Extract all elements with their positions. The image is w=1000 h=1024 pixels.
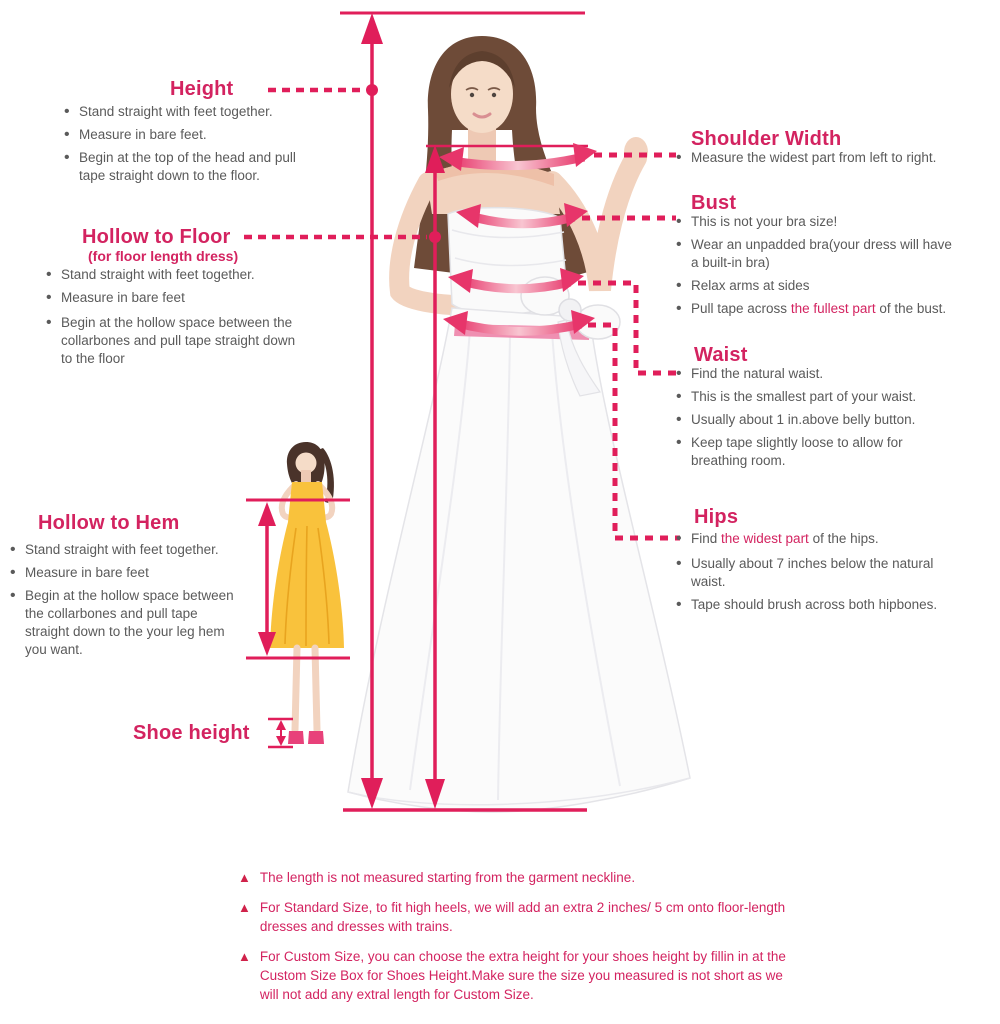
bullet-dot-icon [676, 300, 684, 318]
bullet-dot-icon [676, 530, 684, 548]
bullet-text: Measure the widest part from left to right. [691, 150, 937, 165]
warning-triangle-icon [238, 868, 251, 887]
shoe-height-title: Shoe height [133, 722, 250, 744]
bullet-dot-icon [676, 388, 684, 406]
bullet-dot-icon [64, 149, 72, 167]
warning-triangle-icon [238, 947, 251, 966]
bullet-dot-icon [676, 596, 684, 614]
hollow-to-floor-title: Hollow to Floor [82, 226, 231, 248]
footnotes [238, 868, 858, 1015]
list-item [676, 213, 996, 231]
bullet-text: This is not your bra size! [691, 214, 838, 229]
bullet-text: Find the natural waist. [691, 366, 824, 381]
list-item [46, 289, 326, 307]
footnote [238, 947, 858, 1004]
height-bullets [64, 103, 364, 190]
bullet-dot-icon [676, 236, 684, 254]
footnote-text: For Standard Size, to fit high heels, we will add an extra 2 inches/ 5 cm onto floor-length dresses and dresses with trains. [259, 900, 786, 934]
bullet-text: Tape should brush across both hipbones. [691, 597, 938, 612]
list-item [676, 434, 996, 470]
list-item [676, 149, 996, 167]
bullet-text: Usually about 1 in.above belly button. [691, 412, 916, 427]
shoulder-width-bullets [676, 149, 996, 172]
list-item [676, 411, 996, 429]
bullet-text [691, 300, 946, 318]
bullet-text: Begin at the hollow space between the collarbones and pull tape straight down to the floor [61, 315, 296, 366]
bullet-text: Measure in bare feet. [79, 127, 207, 142]
main-model-figure [348, 36, 690, 812]
bullet-dot-icon [676, 434, 684, 452]
list-item [676, 300, 996, 318]
bullet-dot-icon [10, 541, 18, 559]
list-item [46, 266, 326, 284]
hips-bullets [676, 530, 1000, 619]
footnote-text: The length is not measured starting from the garment neckline. [259, 870, 636, 885]
hollow-to-hem-bullets [10, 541, 260, 664]
list-item [676, 596, 1000, 614]
bullet-text: Measure in bare feet [61, 290, 185, 305]
bullet-text-pre: Find [691, 531, 722, 546]
footnote [238, 868, 858, 887]
bullet-text: Measure in bare feet [25, 565, 149, 580]
list-item [64, 126, 364, 144]
bullet-text-post: of the bust. [875, 301, 947, 316]
bust-title: Bust [691, 192, 737, 214]
warning-triangle-icon [238, 898, 251, 917]
list-item [676, 530, 1000, 548]
bullet-dot-icon [676, 411, 684, 429]
hollow-to-floor-subtitle: (for floor length dress) [88, 248, 239, 264]
bullet-text: Stand straight with feet together. [79, 104, 273, 119]
bullet-dot-icon [676, 277, 684, 295]
list-item [64, 149, 364, 185]
bullet-dot-icon [46, 266, 54, 284]
hips-title: Hips [694, 506, 739, 528]
bullet-text: Stand straight with feet together. [61, 267, 255, 282]
bullet-text-highlight: the widest part [721, 531, 809, 546]
small-model-figure [270, 442, 344, 744]
height-title: Height [170, 78, 234, 100]
list-item [64, 103, 364, 121]
shoulder-width-title: Shoulder Width [691, 128, 842, 150]
list-item [676, 277, 996, 295]
bullet-text [691, 530, 879, 548]
bullet-text-highlight: the fullest part [790, 301, 876, 316]
bullet-dot-icon [676, 365, 684, 383]
hollow-to-hem-title: Hollow to Hem [38, 512, 180, 534]
bullet-dot-icon [64, 126, 72, 144]
bullet-dot-icon [676, 213, 684, 231]
bullet-text: Stand straight with feet together. [25, 542, 219, 557]
list-item [676, 365, 996, 383]
footnote-text: For Custom Size, you can choose the extra height for your shoes height by fillin in at the Custom Size Box for Shoes Height.Make sure the size you measured is not short as we will not add any extral length for Custom Size. [259, 949, 786, 1002]
bullet-text: Wear an unpadded bra(your dress will have a built-in bra) [691, 237, 952, 270]
waist-bullets [676, 365, 996, 475]
list-item [676, 555, 1000, 591]
hollow-to-floor-bullets [46, 266, 326, 373]
list-item [46, 314, 326, 368]
list-item [676, 388, 996, 406]
footnote [238, 898, 858, 936]
bullet-text: Usually about 7 inches below the natural waist. [691, 556, 934, 589]
bullet-text-post: of the hips. [808, 531, 879, 546]
waist-title: Waist [694, 344, 748, 366]
bullet-dot-icon [64, 103, 72, 121]
bullet-text-pre: Pull tape across [691, 301, 791, 316]
bullet-dot-icon [46, 314, 54, 332]
bullet-dot-icon [10, 564, 18, 582]
bullet-text: Begin at the hollow space between the collarbones and pull tape straight down to the your leg hem you want. [25, 588, 234, 657]
bust-bullets [676, 213, 996, 323]
list-item [10, 564, 260, 582]
list-item [10, 587, 260, 659]
bullet-dot-icon [676, 149, 684, 167]
bullet-text: This is the smallest part of your waist. [691, 389, 917, 404]
list-item [676, 236, 996, 272]
bullet-dot-icon [676, 555, 684, 573]
bullet-dot-icon [10, 587, 18, 605]
bullet-text: Keep tape slightly loose to allow for breathing room. [691, 435, 903, 468]
bullet-text: Begin at the top of the head and pull tape straight down to the floor. [79, 150, 296, 183]
bullet-text: Relax arms at sides [691, 278, 810, 293]
list-item [10, 541, 260, 559]
bullet-dot-icon [46, 289, 54, 307]
